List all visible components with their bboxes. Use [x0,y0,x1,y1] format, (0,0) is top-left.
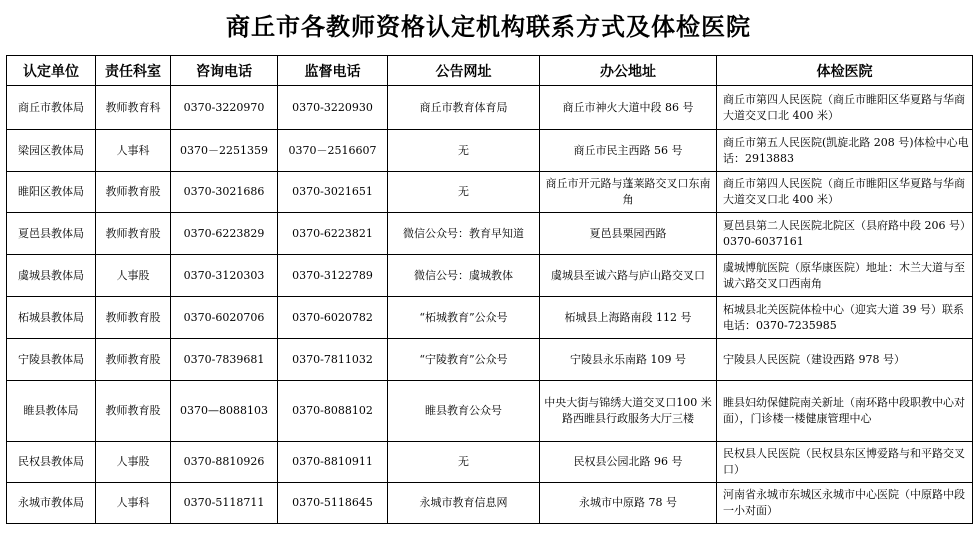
notice-site-cell: “柘城教育”公众号 [388,297,540,339]
hospital-cell: 宁陵县人民医院（建设西路 978 号） [717,339,973,381]
notice-site-cell: 睢县教育公众号 [388,381,540,442]
inquiry-phone-cell: 0370—8088103 [171,381,278,442]
office-address-cell: 柘城县上海路南段 112 号 [540,297,717,339]
hospital-cell: 睢县妇幼保健院南关新址（南环路中段职教中心对面），门诊楼一楼健康管理中心 [717,381,973,442]
table-header-row [7,56,973,86]
table-row [7,381,973,442]
unit-cell: 睢阳区教体局 [7,172,96,213]
notice-site-cell: 无 [388,172,540,213]
office-address-cell: 商丘市民主西路 56 号 [540,130,717,172]
inquiry-phone-cell: 0370-3220970 [171,86,278,130]
inquiry-phone-cell: 0370-7839681 [171,339,278,381]
unit-cell: 宁陵县教体局 [7,339,96,381]
supervision-phone-cell: 0370-8810911 [278,442,388,483]
inquiry-phone-cell: 0370-3021686 [171,172,278,213]
table-row [7,255,973,297]
table-row [7,442,973,483]
inquiry-phone-cell: 0370－2251359 [171,130,278,172]
office-address-cell: 中央大街与锦绣大道交叉口100 米路西睢县行政服务大厅三楼 [540,381,717,442]
department-cell: 人事股 [96,442,171,483]
header-cell-department: 责任科室 [96,56,171,86]
department-cell: 人事科 [96,483,171,524]
hospital-cell: 商丘市第五人民医院(凯旋北路 208 号)体检中心电话：2913883 [717,130,973,172]
table-row [7,172,973,213]
hospital-cell: 民权县人民医院（民权县东区博爱路与和平路交叉口） [717,442,973,483]
unit-cell: 梁园区教体局 [7,130,96,172]
hospital-cell: 商丘市第四人民医院（商丘市睢阳区华夏路与华商大道交叉口北 400 米） [717,86,973,130]
unit-cell: 睢县教体局 [7,381,96,442]
inquiry-phone-cell: 0370-8810926 [171,442,278,483]
header-cell-hospital: 体检医院 [717,56,973,86]
supervision-phone-cell: 0370-7811032 [278,339,388,381]
table-row [7,213,973,255]
supervision-phone-cell: 0370-8088102 [278,381,388,442]
supervision-phone-cell: 0370-6020782 [278,297,388,339]
supervision-phone-cell: 0370-6223821 [278,213,388,255]
hospital-cell: 夏邑县第二人民医院北院区（县府路中段 206 号）0370-6037161 [717,213,973,255]
supervision-phone-cell: 0370-3122789 [278,255,388,297]
unit-cell: 永城市教体局 [7,483,96,524]
supervision-phone-cell: 0370-5118645 [278,483,388,524]
header-cell-notice-site: 公告网址 [388,56,540,86]
notice-site-cell: 微信公号：虞城教体 [388,255,540,297]
department-cell: 教师教育股 [96,297,171,339]
hospital-cell: 商丘市第四人民医院（商丘市睢阳区华夏路与华商大道交叉口北 400 米） [717,172,973,213]
unit-cell: 虞城县教体局 [7,255,96,297]
department-cell: 教师教育股 [96,172,171,213]
notice-site-cell: 商丘市教育体育局 [388,86,540,130]
hospital-cell: 虞城博航医院（原华康医院）地址：木兰大道与至诚六路交叉口西南角 [717,255,973,297]
hospital-cell: 柘城县北关医院体检中心（迎宾大道 39 号）联系电话：0370-7235985 [717,297,973,339]
office-address-cell: 商丘市神火大道中段 86 号 [540,86,717,130]
unit-cell: 夏邑县教体局 [7,213,96,255]
office-address-cell: 民权县公园北路 96 号 [540,442,717,483]
office-address-cell: 宁陵县永乐南路 109 号 [540,339,717,381]
office-address-cell: 商丘市开元路与蓬莱路交叉口东南角 [540,172,717,213]
hospital-cell: 河南省永城市东城区永城市中心医院（中原路中段一小对面） [717,483,973,524]
table-row [7,483,973,524]
notice-site-cell: 无 [388,442,540,483]
department-cell: 人事科 [96,130,171,172]
inquiry-phone-cell: 0370-6223829 [171,213,278,255]
department-cell: 教师教育股 [96,339,171,381]
notice-site-cell: 微信公众号：教育早知道 [388,213,540,255]
notice-site-cell: 永城市教育信息网 [388,483,540,524]
office-address-cell: 永城市中原路 78 号 [540,483,717,524]
header-cell-supervision-phone: 监督电话 [278,56,388,86]
supervision-phone-cell: 0370-3021651 [278,172,388,213]
department-cell: 人事股 [96,255,171,297]
inquiry-phone-cell: 0370-3120303 [171,255,278,297]
supervision-phone-cell: 0370-3220930 [278,86,388,130]
contact-table [6,55,973,524]
table-row [7,130,973,172]
table-row [7,297,973,339]
supervision-phone-cell: 0370－2516607 [278,130,388,172]
unit-cell: 商丘市教体局 [7,86,96,130]
department-cell: 教师教育股 [96,381,171,442]
department-cell: 教师教育科 [96,86,171,130]
department-cell: 教师教育股 [96,213,171,255]
inquiry-phone-cell: 0370-5118711 [171,483,278,524]
header-cell-unit: 认定单位 [7,56,96,86]
page-title: 商丘市各教师资格认定机构联系方式及体检医院 [226,13,751,41]
unit-cell: 民权县教体局 [7,442,96,483]
table-row [7,339,973,381]
unit-cell: 柘城县教体局 [7,297,96,339]
table-row [7,86,973,130]
header-cell-inquiry-phone: 咨询电话 [171,56,278,86]
office-address-cell: 夏邑县栗园西路 [540,213,717,255]
header-cell-office-address: 办公地址 [540,56,717,86]
inquiry-phone-cell: 0370-6020706 [171,297,278,339]
notice-site-cell: 无 [388,130,540,172]
office-address-cell: 虞城县至诚六路与庐山路交叉口 [540,255,717,297]
notice-site-cell: “宁陵教育”公众号 [388,339,540,381]
